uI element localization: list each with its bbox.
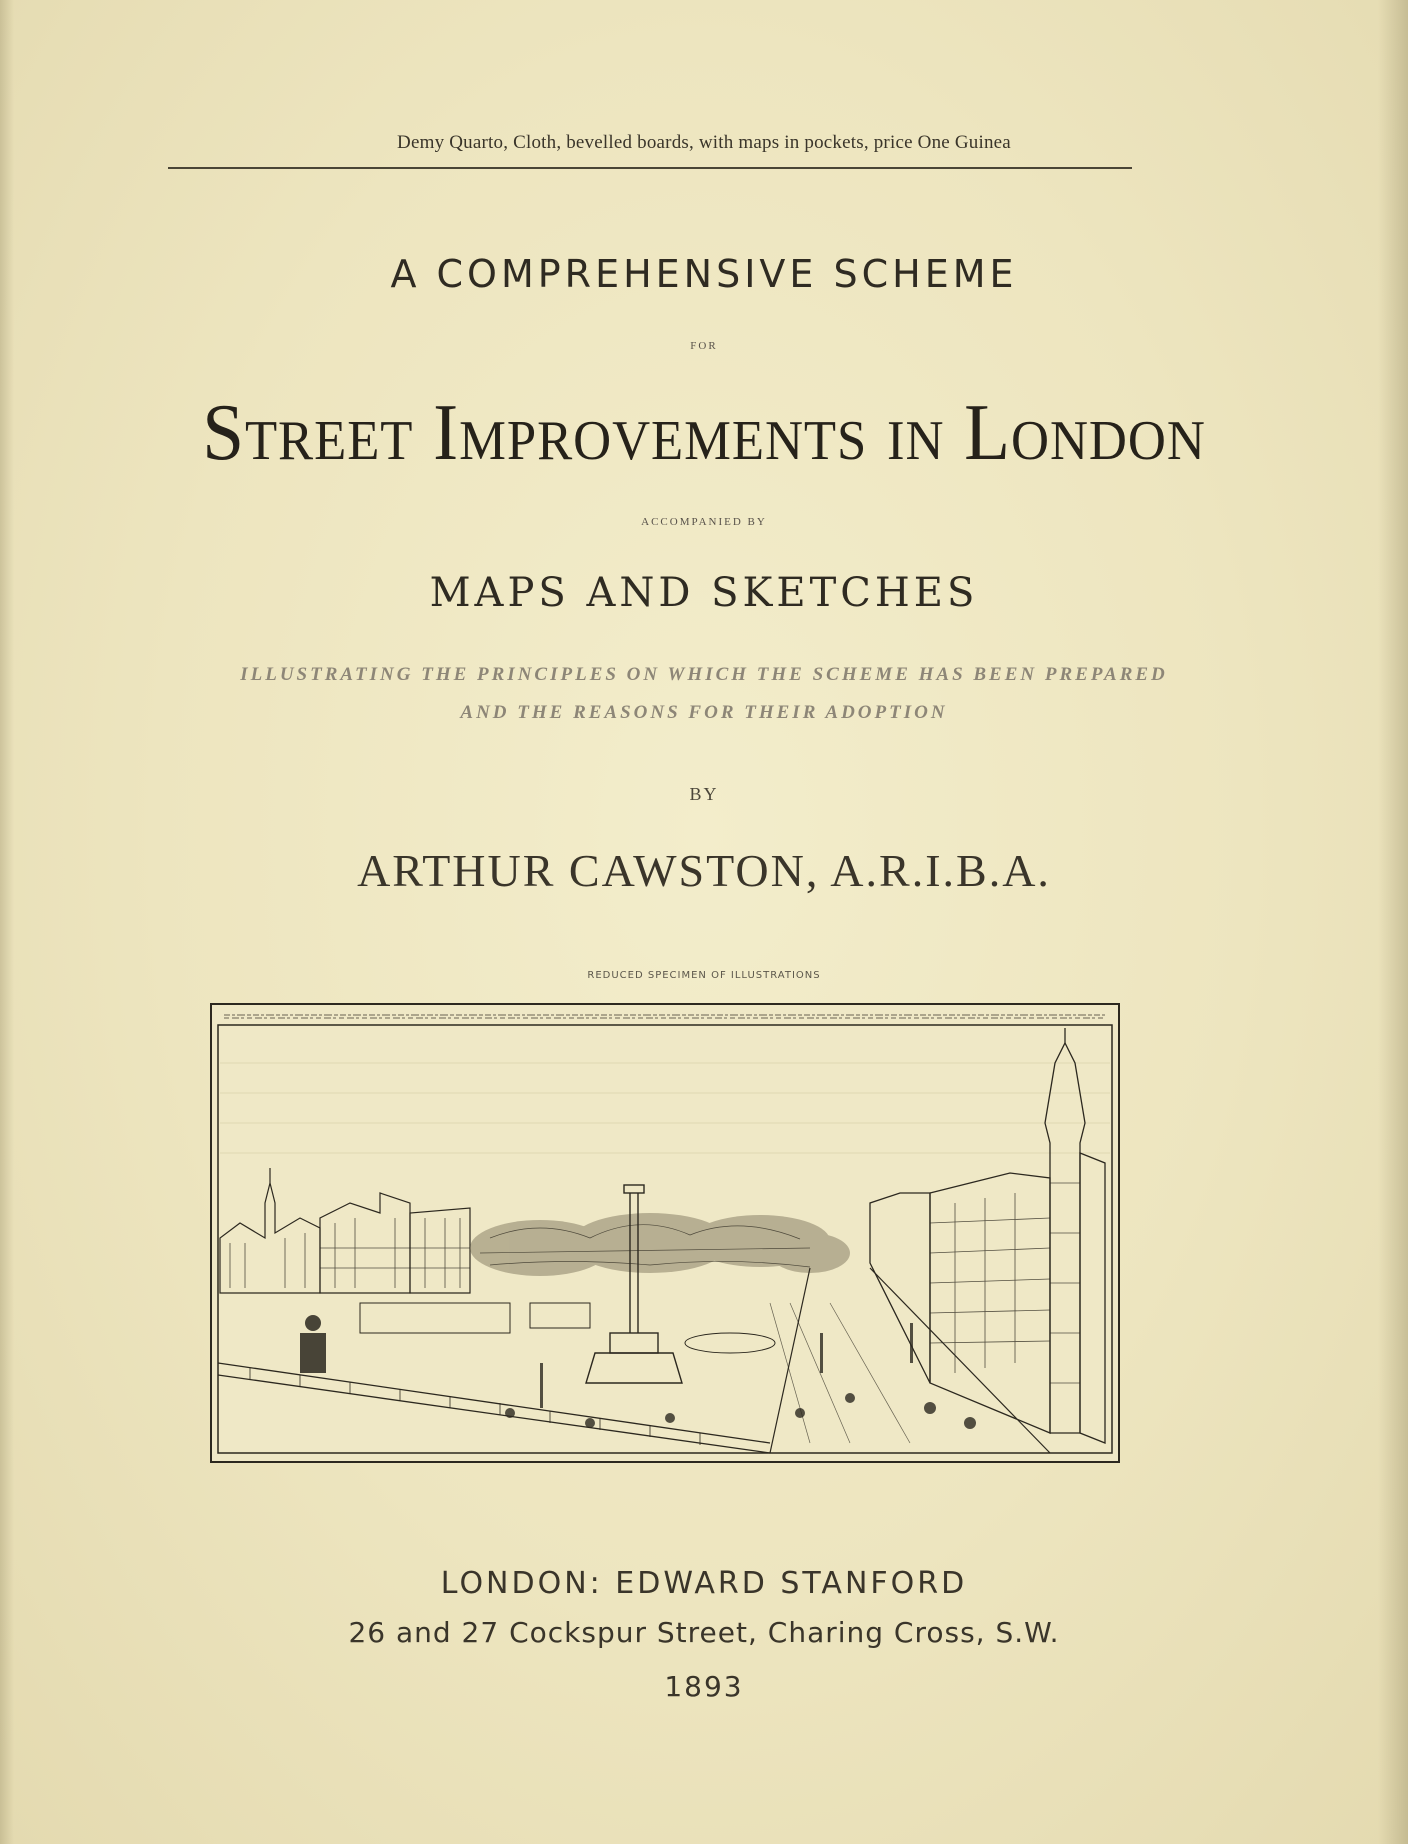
illustration-caption-above: REDUCED SPECIMEN OF ILLUSTRATIONS (587, 970, 821, 981)
description-line-2: AND THE REASONS FOR THEIR ADOPTION (460, 702, 948, 723)
publisher-address: 26 and 27 Cockspur Street, Charing Cross, S.W. (348, 1616, 1060, 1649)
author-name: ARTHUR CAWSTON, A.R.I.B.A. (357, 845, 1051, 896)
street-scene-engraving (210, 1003, 1120, 1463)
publisher: LONDON: EDWARD STANFORD (440, 1566, 968, 1601)
main-title: Street Improvements in London (202, 389, 1206, 477)
subtitle: MAPS AND SKETCHES (429, 570, 979, 616)
notice-underline (168, 167, 1132, 169)
by-line: BY (689, 784, 719, 804)
title-connector-for: FOR (690, 340, 718, 352)
price-notice: Demy Quarto, Cloth, bevelled boards, with maps in pockets, price One Guinea (397, 132, 1011, 153)
title-line-1: A COMPREHENSIVE SCHEME (390, 252, 1018, 296)
publication-year: 1893 (664, 1670, 744, 1703)
title-connector-accompanied: ACCOMPANIED BY (641, 516, 767, 528)
description-line-1: ILLUSTRATING THE PRINCIPLES ON WHICH THE SCHEME HAS BEEN PREPARED (240, 664, 1168, 685)
